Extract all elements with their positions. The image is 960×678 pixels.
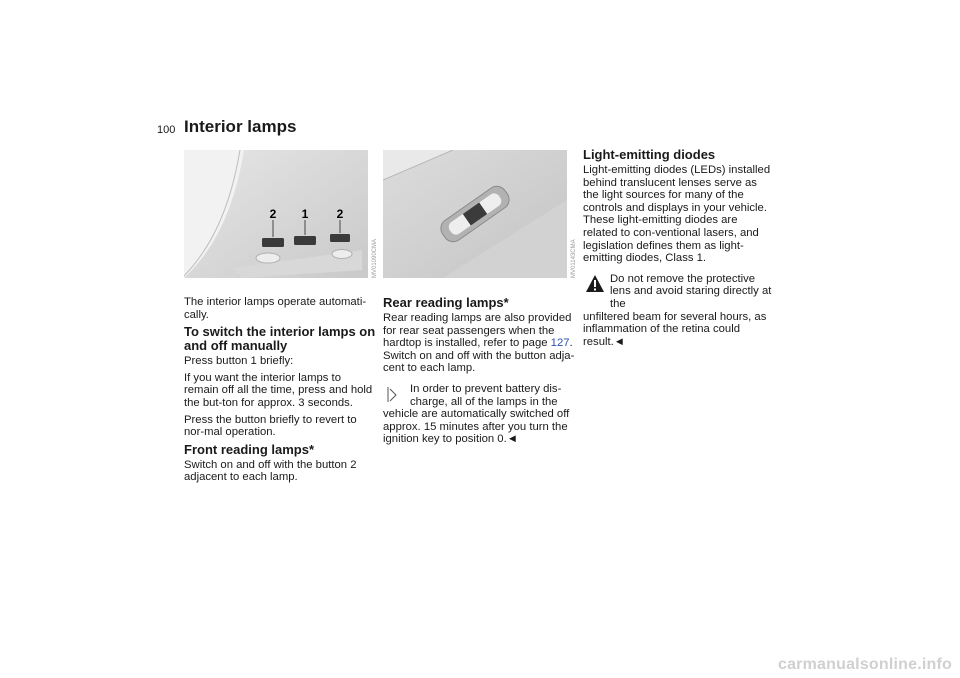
warning-triangle-icon [585,274,605,294]
warning-note [583,273,775,349]
info-note-icon [385,384,405,404]
column-2 [383,150,575,450]
warning-rest: unfiltered beam for several hours, as inflammation of the retina could result.◄ [583,310,767,348]
heading-rear-reading-lamps: Rear reading lamps* [383,295,509,310]
page-title: Interior lamps [184,117,297,136]
warning-first-line: Do not remove the protective lens and avoid staring directly at the [610,272,772,310]
rear-lamp-illustration [383,150,567,278]
paragraph: Switch on and off with the button 2 adjacent to each lamp. [184,458,357,484]
watermark: carmanualsonline.info [777,656,952,673]
column-1 [184,150,376,488]
image-code: MV01090CMA [372,238,378,278]
note-rest: vehicle are automatically switched off approx. 15 minutes after you turn the ignition key to position 0.◄ [383,408,570,446]
rear-lamp-photo [383,150,567,278]
heading-front-reading-lamps: Front reading lamps* [184,441,315,457]
intro-text: The interior lamps operate automati-cally. [184,296,367,321]
paragraph: Rear reading lamps are also provided for rear seat passengers when the hardtop is installed, refer to page 127. Switch on and off with the button adja-cent to each lamp. [383,312,575,375]
heading-switch-manually: To switch the interior lamps on and off manually [184,324,376,354]
image-code: MV01143CMA [571,239,577,278]
page-link[interactable]: 127 [550,337,570,350]
heading-light-emitting-diodes: Light-emitting diodes [583,147,716,162]
callout-2-left: 2 [269,207,277,221]
callout-1: 1 [301,207,309,221]
page-number: 100 [157,124,176,136]
paragraph: Light-emitting diodes (LEDs) installed behind translucent lenses serve as the light sources for many of the controls and displays in your vehicle. These light-emitting diodes are related to con-ventional lasers, and legislation defines them as light-emitting diodes, Class 1. [583,164,771,265]
column-3 [583,148,775,352]
info-note [383,383,575,446]
callout-2-right: 2 [336,207,344,221]
paragraph: Press button 1 briefly: [184,355,294,368]
paragraph: Press the button briefly to revert to nor-mal operation. [184,413,357,439]
interior-lamp-photo [184,150,368,278]
interior-lamp-illustration [184,150,368,278]
note-first-line: In order to prevent battery dis-charge, all of the lamps in the [410,382,562,408]
paragraph: If you want the interior lamps to remain off all the time, press and hold the but-ton for approx. 3 seconds. [184,371,373,409]
